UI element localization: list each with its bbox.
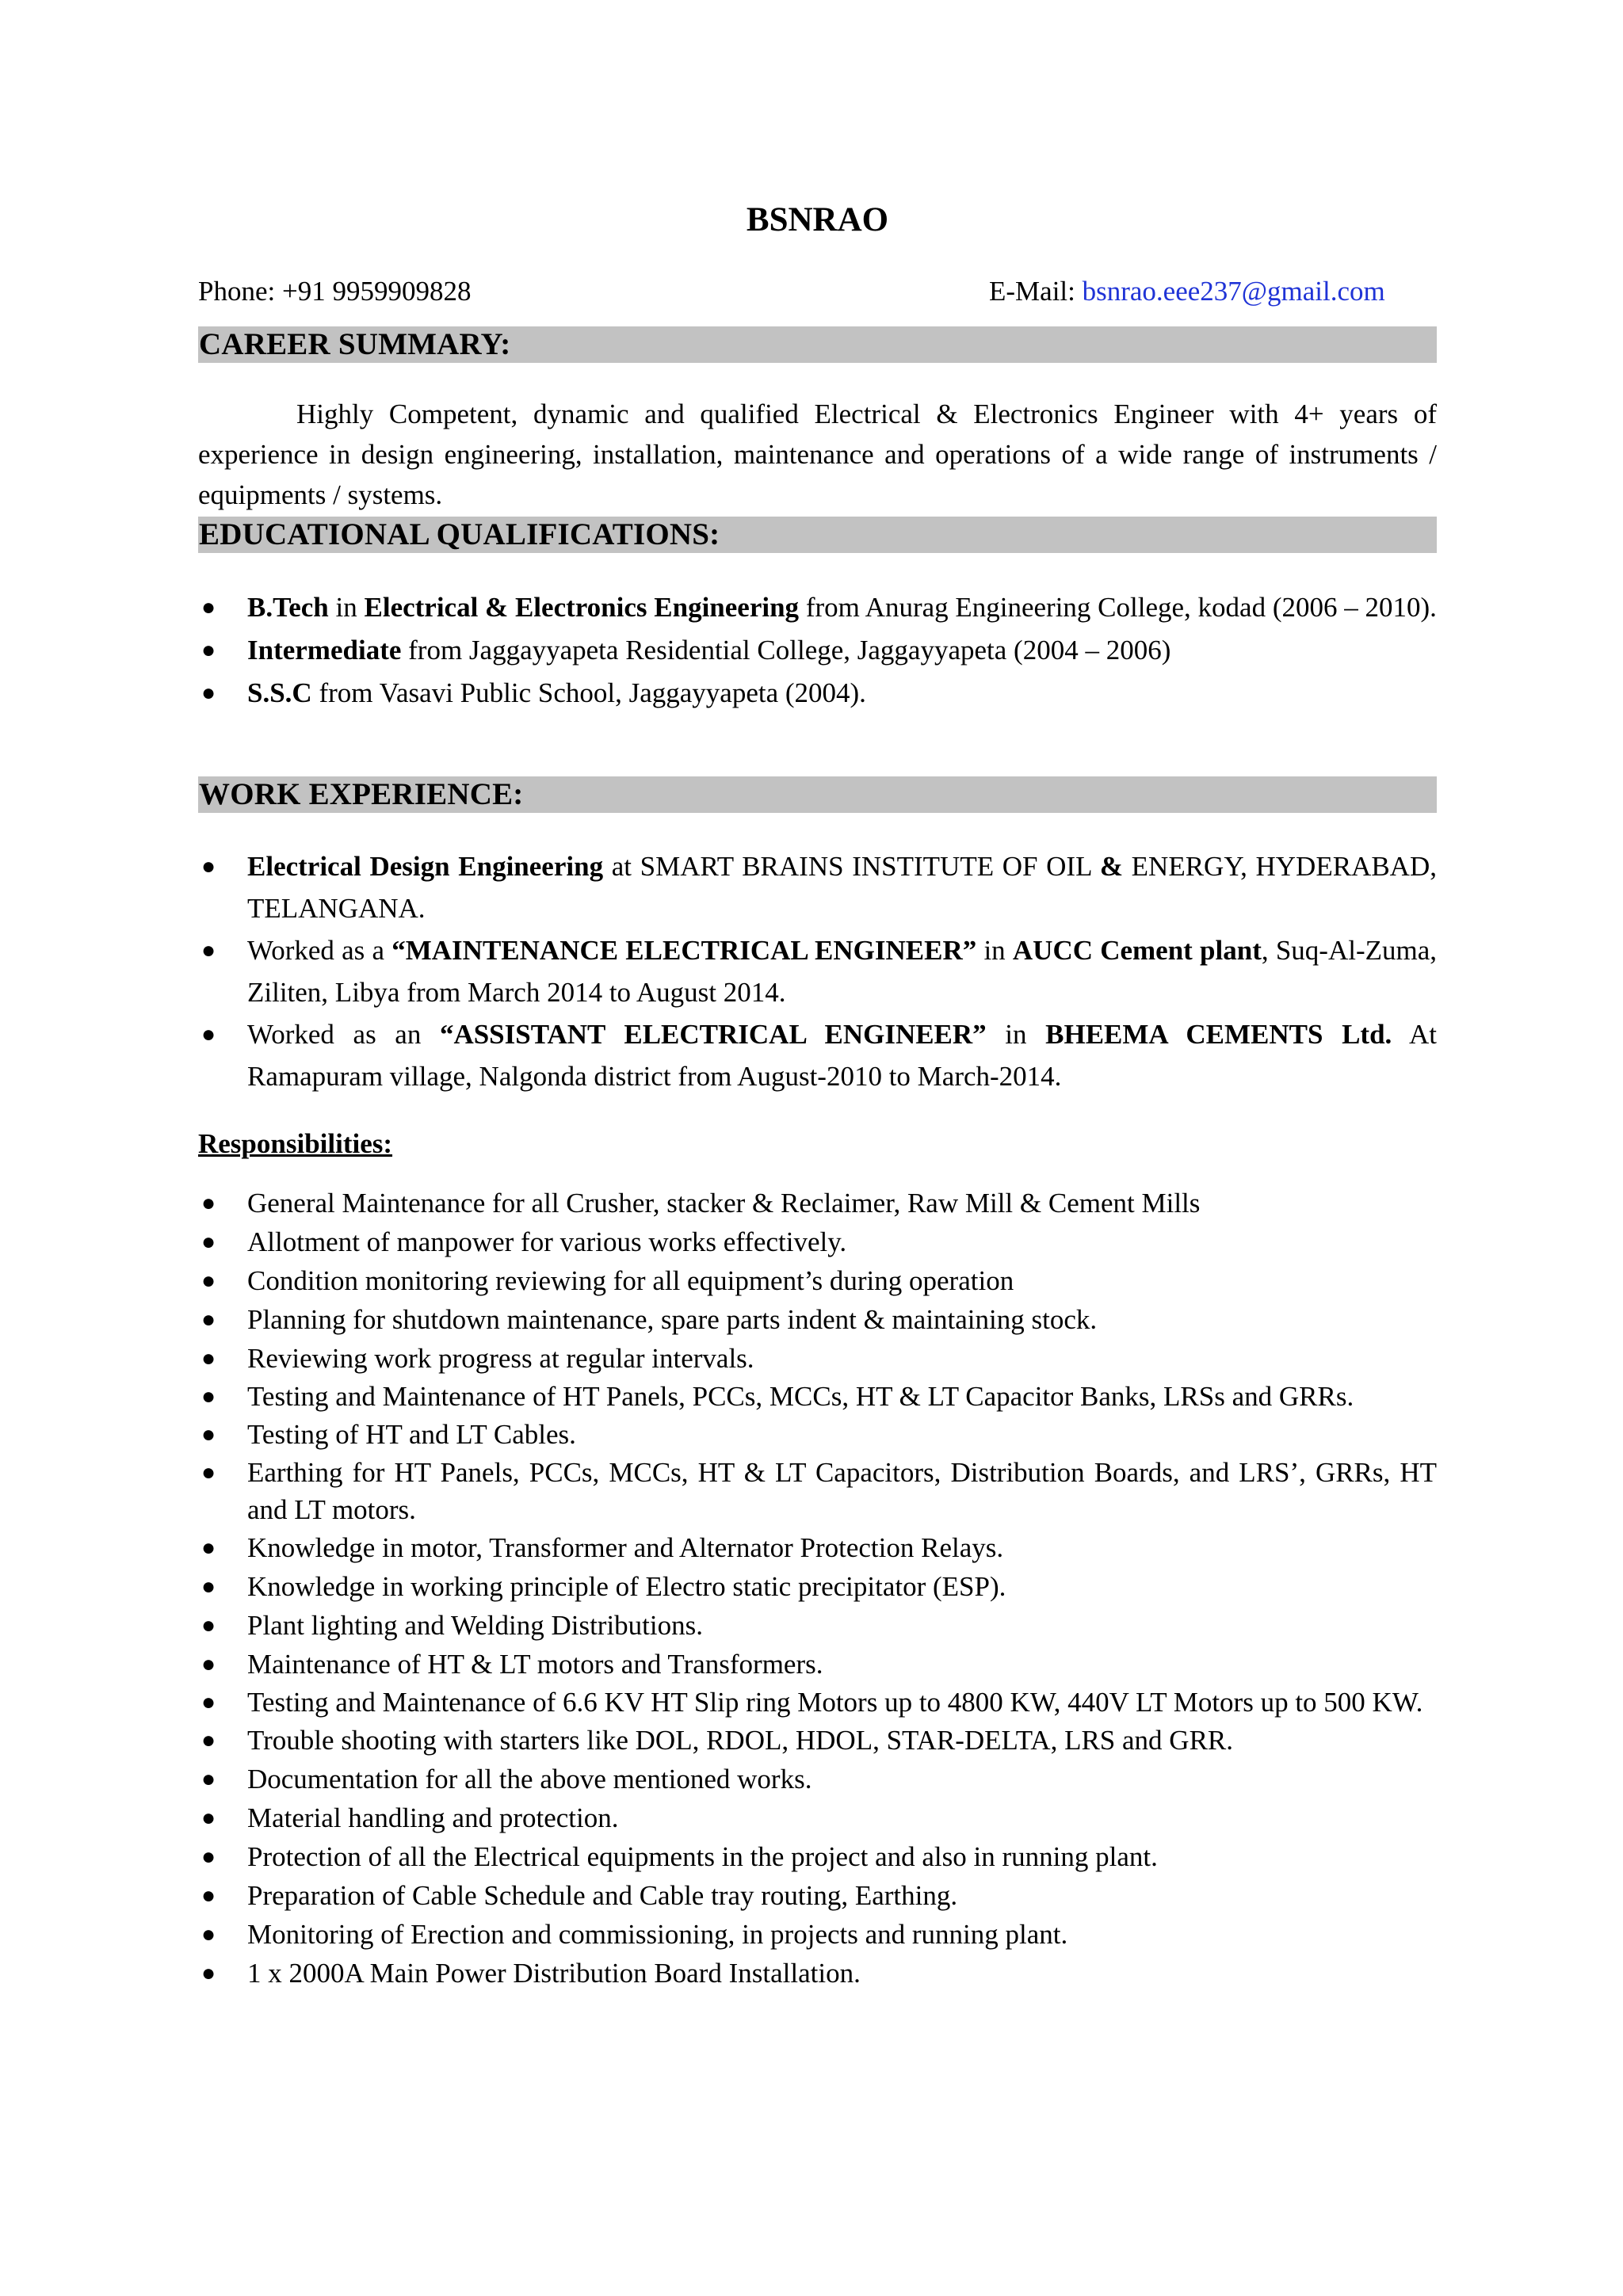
bullet-icon: ● xyxy=(201,1573,216,1600)
text-run: in xyxy=(328,592,365,623)
list-item xyxy=(198,1837,1437,1876)
degree-name: Intermediate xyxy=(247,635,402,666)
list-item xyxy=(198,586,1437,629)
list-item xyxy=(198,1606,1437,1645)
text-run: from Vasavi Public School, Jaggayyapeta (2004). xyxy=(311,677,866,708)
bullet-icon: ● xyxy=(201,1383,216,1409)
email-label: E-Mail: xyxy=(989,276,1083,307)
list-item xyxy=(198,1528,1437,1567)
responsibility-text: Trouble shooting with starters like DOL, RDOL, HDOL, STAR-DELTA, LRS and GRR. xyxy=(247,1725,1234,1756)
company-name: AUCC Cement plant xyxy=(1012,935,1262,966)
bullet-icon: ● xyxy=(201,1306,216,1333)
education-heading xyxy=(198,517,1437,553)
career-summary-heading-text: CAREER SUMMARY: xyxy=(199,327,511,361)
work-experience-list xyxy=(198,845,1437,1097)
contact-line xyxy=(198,274,1437,309)
list-item xyxy=(198,1339,1437,1378)
career-summary-text xyxy=(198,394,1437,515)
bullet-icon: ● xyxy=(201,1190,216,1216)
list-item xyxy=(198,929,1437,1013)
bullet-icon: ● xyxy=(201,1805,216,1831)
role-title: “ASSISTANT ELECTRICAL ENGINEER” xyxy=(439,1019,987,1050)
bullet-icon: ● xyxy=(201,637,216,663)
bullet-icon: ● xyxy=(201,1421,216,1447)
responsibility-text: Maintenance of HT & LT motors and Transformers. xyxy=(247,1649,823,1680)
text-run: , Suq-Al-Zuma, Ziliten, Libya from March 2014 to August 2014. xyxy=(247,935,1437,1008)
responsibility-text: Monitoring of Erection and commissioning, in projects and running plant. xyxy=(247,1919,1068,1950)
list-item xyxy=(198,1013,1437,1097)
responsibilities-list xyxy=(198,1184,1437,1993)
responsibility-text: General Maintenance for all Crusher, stacker & Reclaimer, Raw Mill & Cement Mills xyxy=(247,1188,1201,1219)
responsibility-text: 1 x 2000A Main Power Distribution Board Installation. xyxy=(247,1958,861,1989)
bullet-icon: ● xyxy=(201,1612,216,1638)
list-item xyxy=(198,1954,1437,1993)
work-experience-heading-text: WORK EXPERIENCE: xyxy=(199,777,524,811)
text-run: from Anurag Engineering College, kodad (2006 – 2010). xyxy=(799,592,1437,623)
list-item xyxy=(198,1798,1437,1837)
bullet-icon: ● xyxy=(201,937,216,963)
responsibility-text: Preparation of Cable Schedule and Cable tray routing, Earthing. xyxy=(247,1880,958,1911)
bullet-icon: ● xyxy=(201,1882,216,1909)
list-item xyxy=(198,629,1437,672)
responsibility-text: Documentation for all the above mentioned works. xyxy=(247,1764,812,1794)
responsibilities-heading: Responsibilities: xyxy=(198,1128,393,1159)
list-item xyxy=(198,672,1437,715)
list-item xyxy=(198,1684,1437,1721)
phone-number: Phone: +91 9959909828 xyxy=(198,276,472,307)
text-run: in xyxy=(976,935,1013,966)
bullet-icon: ● xyxy=(201,1689,216,1715)
role-title: Electrical Design Engineering xyxy=(247,851,604,882)
text-run: in xyxy=(986,1019,1046,1050)
list-item xyxy=(198,1721,1437,1760)
list-item xyxy=(198,1454,1437,1528)
responsibility-text: Testing of HT and LT Cables. xyxy=(247,1419,576,1450)
bullet-icon: ● xyxy=(201,680,216,706)
work-experience-heading xyxy=(198,776,1437,813)
bullet-icon: ● xyxy=(201,1766,216,1792)
responsibility-text: Knowledge in motor, Transformer and Alternator Protection Relays. xyxy=(247,1532,1004,1563)
list-item xyxy=(198,1915,1437,1954)
list-item xyxy=(198,1645,1437,1684)
text-run: At Ramapuram village, Nalgonda district from August-2010 to March-2014. xyxy=(247,1019,1437,1092)
responsibility-text: Condition monitoring reviewing for all equipment’s during operation xyxy=(247,1265,1014,1296)
list-item xyxy=(198,1876,1437,1915)
list-item xyxy=(198,1760,1437,1798)
field-name: Electrical & Electronics Engineering xyxy=(364,592,800,623)
candidate-name: BSNRAO xyxy=(746,201,889,238)
text-run: Worked as an xyxy=(247,1019,440,1050)
text-run: at SMART BRAINS INSTITUTE OF OIL xyxy=(603,851,1100,882)
text-run-bold: & xyxy=(1099,851,1123,882)
education-heading-text: EDUCATIONAL QUALIFICATIONS: xyxy=(199,517,720,551)
degree-name: S.S.C xyxy=(247,677,312,708)
education-list xyxy=(198,586,1437,715)
text-run: ENERGY, HYDERABAD, TELANGANA. xyxy=(247,851,1437,924)
list-item xyxy=(198,1184,1437,1222)
responsibility-text: Planning for shutdown maintenance, spare parts indent & maintaining stock. xyxy=(247,1304,1098,1335)
bullet-icon: ● xyxy=(201,1021,216,1047)
list-item xyxy=(198,1261,1437,1300)
bullet-icon: ● xyxy=(201,1960,216,1986)
bullet-icon: ● xyxy=(201,1535,216,1561)
responsibility-text: Reviewing work progress at regular intervals. xyxy=(247,1343,754,1374)
list-item xyxy=(198,845,1437,929)
responsibility-text: Protection of all the Electrical equipments in the project and also in running plant. xyxy=(247,1841,1158,1872)
role-title: “MAINTENANCE ELECTRICAL ENGINEER” xyxy=(391,935,977,966)
list-item xyxy=(198,1378,1437,1415)
bullet-icon: ● xyxy=(201,1651,216,1677)
bullet-icon: ● xyxy=(201,1921,216,1947)
degree-name: B.Tech xyxy=(247,592,329,623)
responsibility-text: Plant lighting and Welding Distributions. xyxy=(247,1610,704,1641)
bullet-icon: ● xyxy=(201,1345,216,1371)
list-item xyxy=(198,1222,1437,1261)
responsibility-text: Allotment of manpower for various works effectively. xyxy=(247,1226,847,1257)
responsibility-text: Knowledge in working principle of Electro static precipitator (ESP). xyxy=(247,1571,1006,1602)
text-run: Worked as a xyxy=(247,935,392,966)
career-summary-body: Highly Competent, dynamic and qualified Electrical & Electronics Engineer with 4+ years of experience in design engineering, installation, maintenance and operations of a wide range of instruments / equipments / systems. xyxy=(198,399,1437,510)
list-item xyxy=(198,1567,1437,1606)
email-block xyxy=(989,274,1385,309)
bullet-icon: ● xyxy=(201,853,216,879)
bullet-icon: ● xyxy=(201,1459,216,1486)
list-item xyxy=(198,1300,1437,1339)
text-run: from Jaggayyapeta Residential College, Jaggayyapeta (2004 – 2006) xyxy=(401,635,1171,666)
bullet-icon: ● xyxy=(201,1268,216,1294)
bullet-icon: ● xyxy=(201,1727,216,1753)
career-summary-heading xyxy=(198,326,1437,363)
responsibility-text: Testing and Maintenance of 6.6 KV HT Slip ring Motors up to 4800 KW, 440V LT Motors up to 500 KW. xyxy=(247,1687,1423,1718)
bullet-icon: ● xyxy=(201,1229,216,1255)
bullet-icon: ● xyxy=(201,1844,216,1870)
responsibility-text: Earthing for HT Panels, PCCs, MCCs, HT & LT Capacitors, Distribution Boards, and LRS’, GRRs, HT and LT motors. xyxy=(247,1457,1437,1525)
email-link[interactable]: bsnrao.eee237@gmail.com xyxy=(1082,276,1385,307)
company-name: BHEEMA CEMENTS Ltd. xyxy=(1045,1019,1392,1050)
responsibility-text: Material handling and protection. xyxy=(247,1802,619,1833)
responsibility-text: Testing and Maintenance of HT Panels, PCCs, MCCs, HT & LT Capacitor Banks, LRSs and GRRs. xyxy=(247,1381,1354,1412)
list-item xyxy=(198,1415,1437,1454)
bullet-icon: ● xyxy=(201,594,216,620)
